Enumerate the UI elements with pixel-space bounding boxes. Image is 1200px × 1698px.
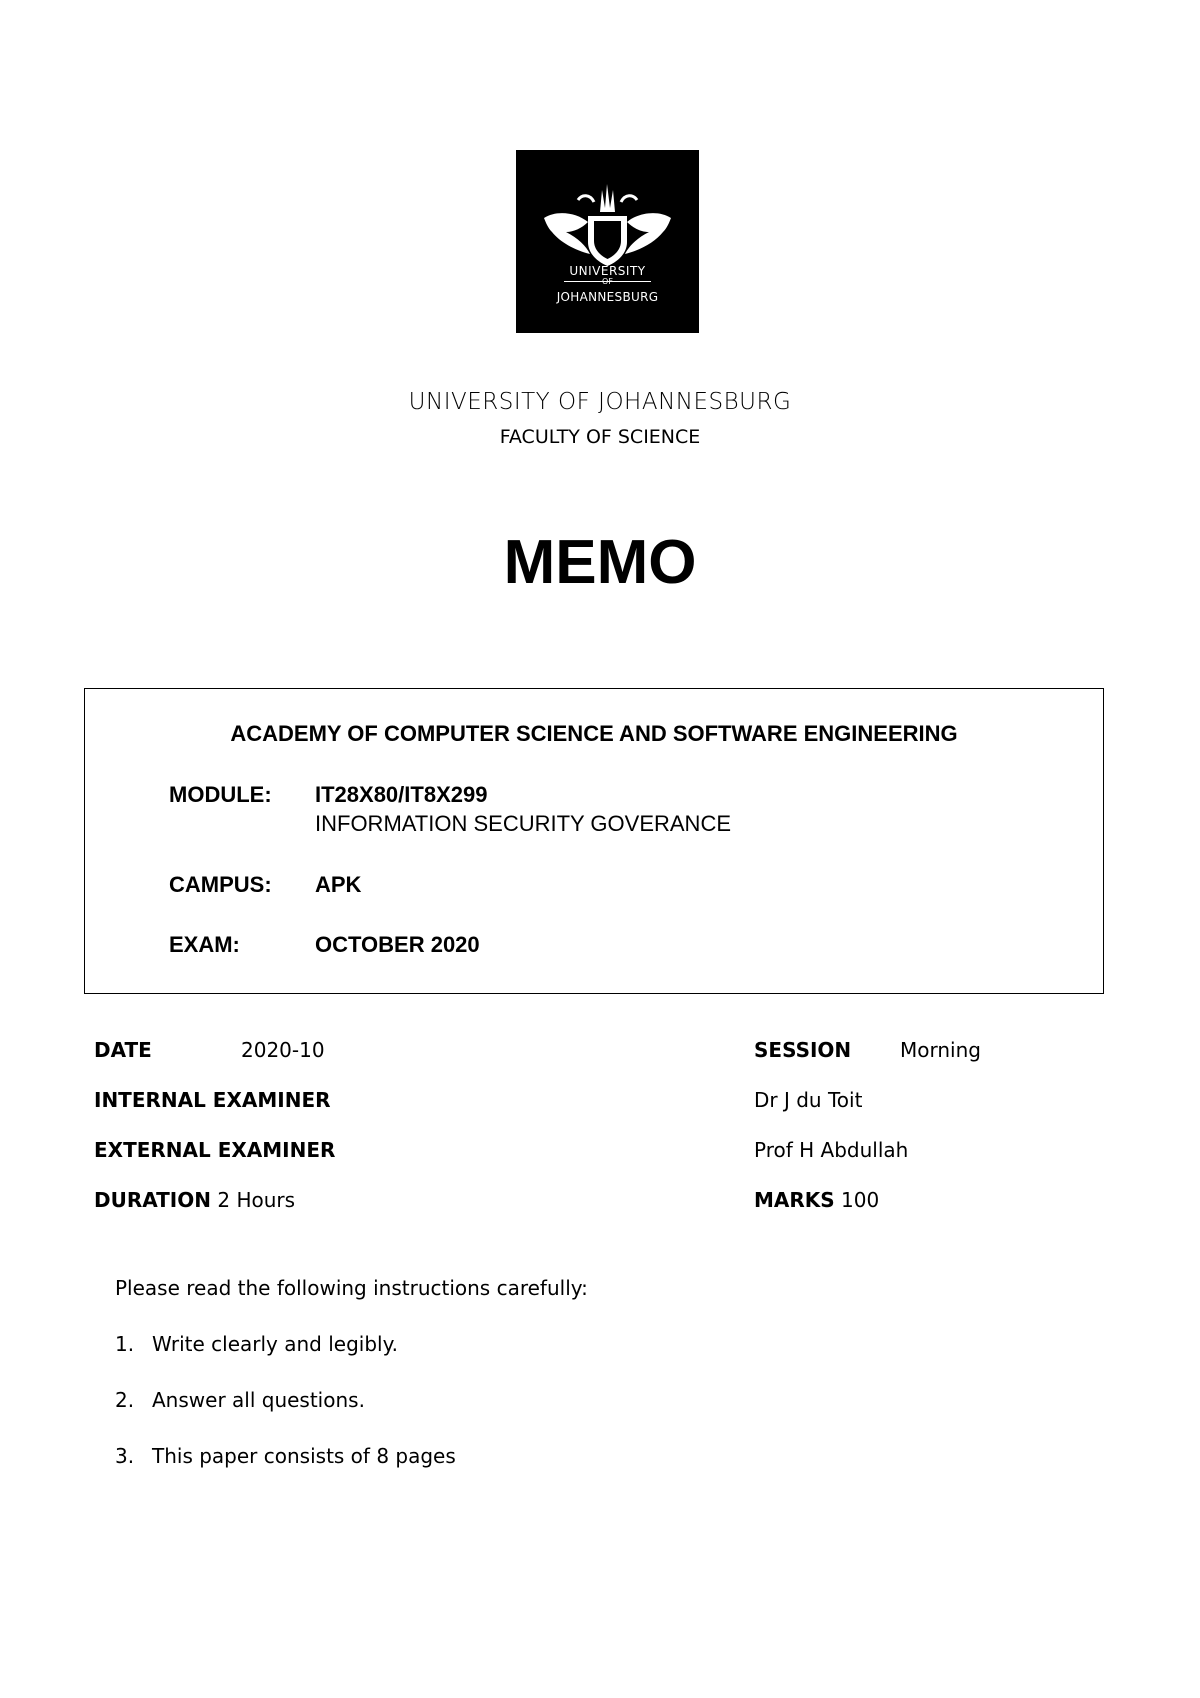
logo-text-of: OF xyxy=(602,277,613,286)
exam-value: OCTOBER 2020 xyxy=(315,932,480,957)
instruction-item: Write clearly and legibly. xyxy=(152,1332,398,1356)
internal-examiner-label: INTERNAL EXAMINER xyxy=(94,1088,331,1112)
instruction-number: 2. xyxy=(115,1388,135,1412)
logo-text-johannesburg: JOHANNESBURG xyxy=(556,290,659,304)
duration-row xyxy=(94,1188,295,1212)
campus-value: APK xyxy=(315,872,362,897)
module-code: IT28X80/IT8X299 xyxy=(315,782,488,807)
logo-text-university: UNIVERSITY xyxy=(569,264,646,278)
campus-label: CAMPUS: xyxy=(169,872,272,897)
module-label: MODULE: xyxy=(169,782,272,807)
academy-name: ACADEMY OF COMPUTER SCIENCE AND SOFTWARE ENGINEERING xyxy=(230,721,958,746)
instruction-number: 3. xyxy=(115,1444,135,1468)
crest-icon xyxy=(516,150,699,333)
module-name: INFORMATION SECURITY GOVERANCE xyxy=(315,811,732,836)
session-label: SESSION xyxy=(754,1038,852,1062)
internal-examiner-value: Dr J du Toit xyxy=(754,1088,863,1112)
external-examiner-label: EXTERNAL EXAMINER xyxy=(94,1138,336,1162)
document-title: MEMO xyxy=(503,528,697,597)
date-label: DATE xyxy=(94,1038,152,1062)
duration-label: DURATION xyxy=(94,1188,211,1212)
instruction-item: Answer all questions. xyxy=(152,1388,365,1412)
university-logo xyxy=(516,150,699,333)
external-examiner-value: Prof H Abdullah xyxy=(754,1138,909,1162)
marks-label: MARKS xyxy=(754,1188,835,1212)
date-value: 2020-10 xyxy=(241,1038,325,1062)
instructions-intro: Please read the following instructions carefully: xyxy=(115,1276,588,1300)
module-info-box xyxy=(84,688,1104,994)
faculty-name: FACULTY OF SCIENCE xyxy=(499,426,701,448)
exam-label: EXAM: xyxy=(169,932,240,957)
instruction-item: This paper consists of 8 pages xyxy=(152,1444,456,1468)
university-name: UNIVERSITY OF JOHANNESBURG xyxy=(408,389,792,415)
marks-row xyxy=(754,1188,879,1212)
instruction-number: 1. xyxy=(115,1332,135,1356)
session-value: Morning xyxy=(900,1038,981,1062)
duration-value: 2 Hours xyxy=(217,1188,296,1212)
marks-value: 100 xyxy=(841,1188,880,1212)
